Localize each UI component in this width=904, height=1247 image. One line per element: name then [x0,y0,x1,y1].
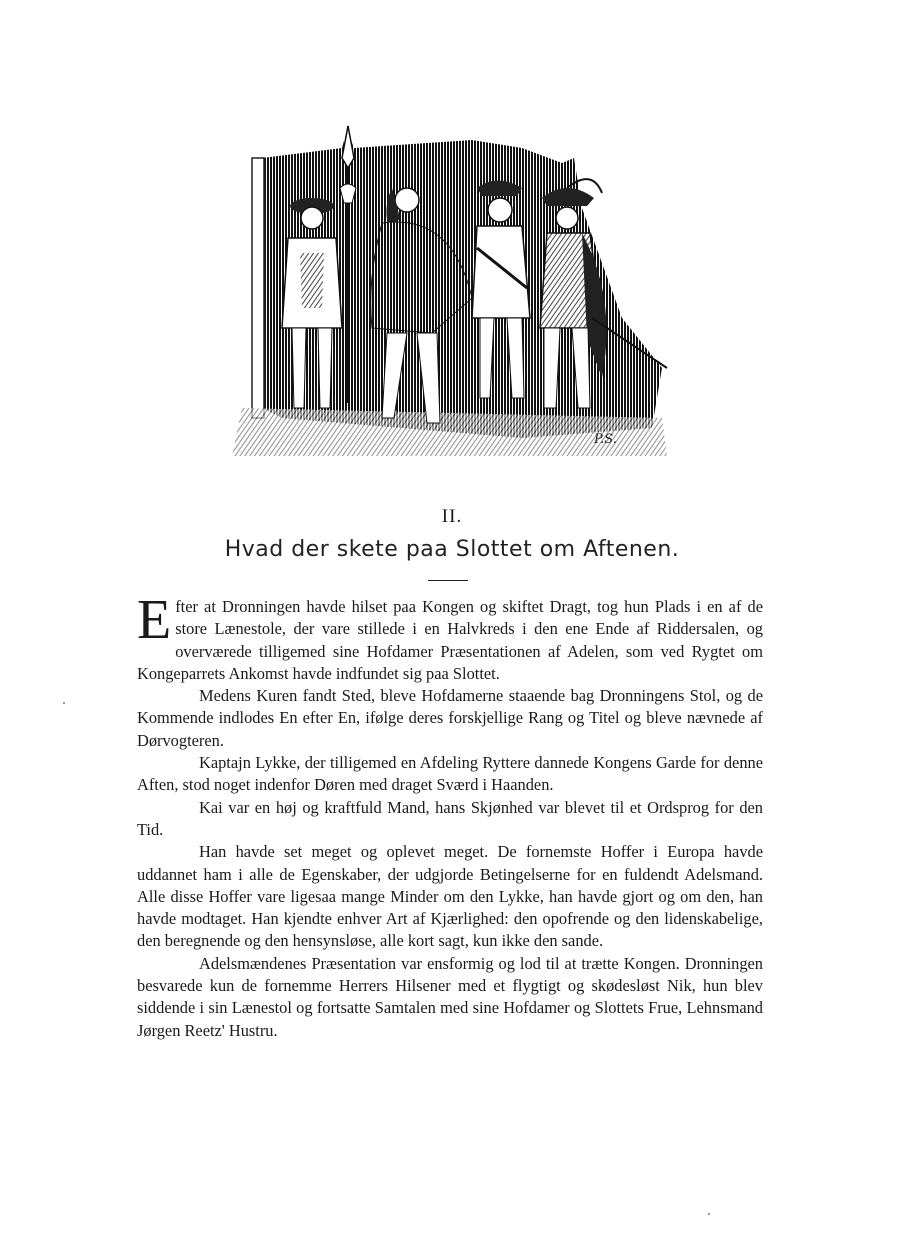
paragraph-2: Medens Kuren fandt Sted, bleve Hofdamerne staaende bag Dronningens Stol, og de Kommende indlodes En efter En, ifølge deres forskjellige Rang og Titel og bleve nævnede af Dørvogteren. [137,686,763,750]
paragraph-1 [137,589,763,685]
paragraph-5: Han havde set meget og oplevet meget. De fornemste Hoffer i Europa havde uddannet ham i alle de Egenskaber, der udgjorde Betingelserne for en fuldendt Adelsmand. Alle disse Hoffer vare ligesaa mange Minder om den Lykke, han havde gjort og om den, han havde modtaget. Han kjendte enhver Art af Kjærlighed: den opofrende og den lidenskabelige, den beregnende og den hensynsløse, alle kort sagt, kun ikke den sande. [137,842,763,951]
paragraph-4: Kai var en høj og kraftfuld Mand, hans Skjønhed var blevet til et Ordsprog for den Tid. [137,797,763,839]
chapter-body [137,589,763,1042]
paper-speck [708,1213,710,1215]
paragraph-6: Adelsmændenes Præsentation var ensformig og lod til at trætte Kongen. Dronningen besvarede kun de fornemme Herrers Hilsener med et flygtigt og skødesløst Nik, hun blev siddende i sin Lænestol og fortsatte Samtalen med sine Hofdamer og Slottets Frue, Lehnsmand Jørgen Reetz' Hustru. [137,953,763,1040]
drop-cap: E [137,589,172,651]
chapter-title: Hvad der skete paa Slottet om Aftenen. [224,537,680,562]
paper-speck [63,702,65,704]
chapter-number: II. [441,506,463,527]
paragraph-text: fter at Dronningen havde hilset paa Kongen og skiftet Dragt, tog hun Plads i en af de store Lænestole, der vare stillede i en Halvkreds i den ene Ende af Riddersalen, og overværede tilligemed sine Hofdamer Præsentationen af Adelen, som ved Rygtet om Kongeparrets Ankomst havde indfundet sig paa Slottet. [137,597,763,683]
chapter-illustration [222,118,674,458]
artist-signature: P.S. [594,432,617,447]
courtiers-illustration-icon [222,118,674,458]
paragraph-3: Kaptajn Lykke, der tilligemed en Afdeling Ryttere dannede Kongens Garde for denne Aften, stod noget indenfor Døren med draget Sværd i Haanden. [137,753,763,795]
title-divider [428,580,468,581]
